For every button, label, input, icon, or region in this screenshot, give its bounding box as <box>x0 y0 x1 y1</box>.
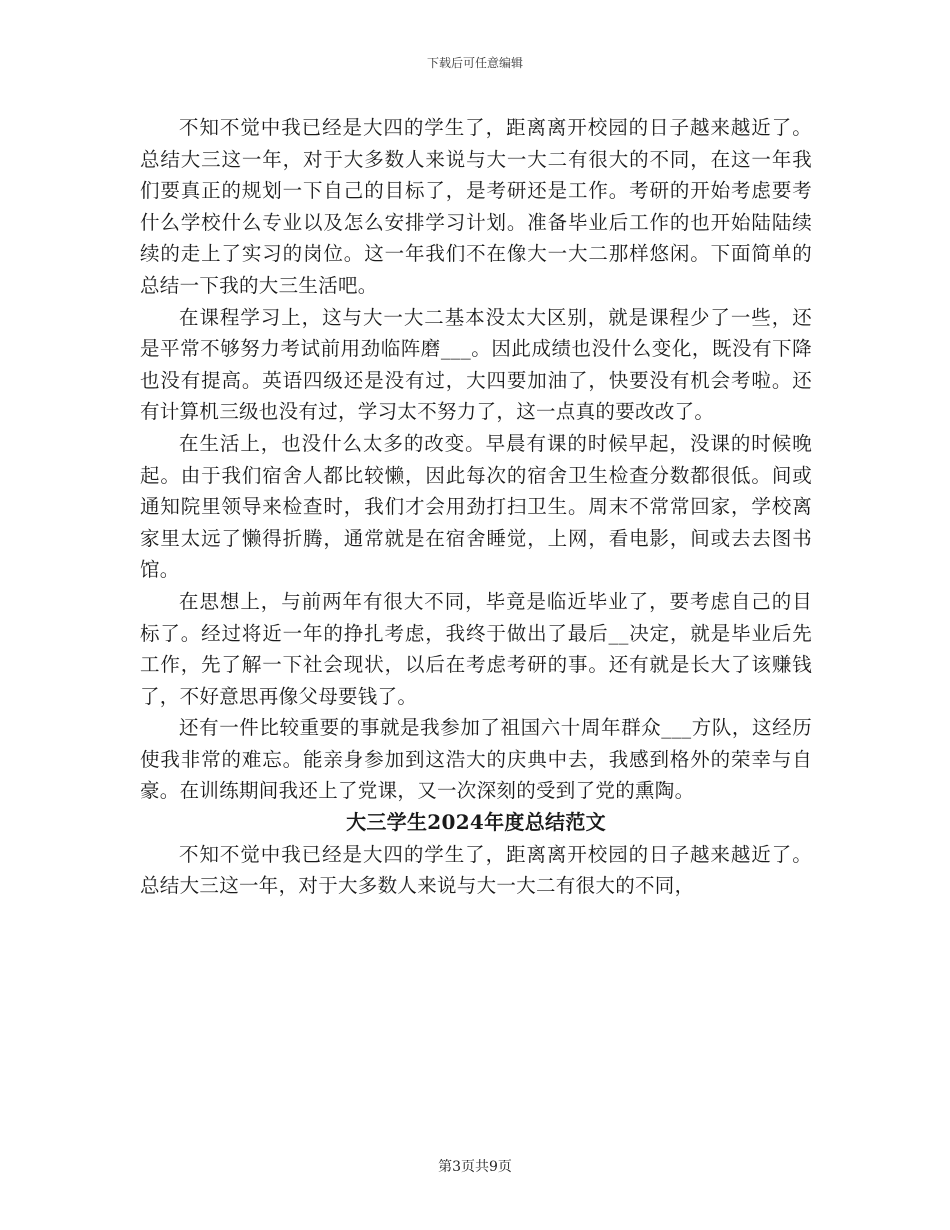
paragraph-thoughts: 在思想上，与前两年有很大不同，毕竟是临近毕业了，要考虑自己的目标了。经过将近一年的挣扎考虑，我终于做出了最后__决定，就是毕业后先工作，先了解一下社会现状，以后在考虑考研的事。还有就是长大了该赚钱了，不好意思再像父母要钱了。 <box>140 589 812 708</box>
paragraph-life: 在生活上，也没什么太多的改变。早晨有课的时候早起，没课的时候晚起。由于我们宿舍人都比较懒，因此每次的宿舍卫生检查分数都很低。间或通知院里领导来检查时，我们才会用劲打扫卫生。周末不常常回家，学校离家里太远了懒得折腾，通常就是在宿舍睡觉，上网，看电影，间或去去图书馆。 <box>140 431 812 582</box>
paragraph-intro: 不知不觉中我已经是大四的学生了，距离离开校园的日子越来越近了。总结大三这一年，对于大多数人来说与大一大二有很大的不同，在这一年我们要真正的规划一下自己的目标了，是考研还是工作。考研的开始考虑要考什么学校什么专业以及怎么安排学习计划。准备毕业后工作的也开始陆陆续续的走上了实习的岗位。这一年我们不在像大一大二那样悠闲。下面简单的总结一下我的大三生活吧。 <box>140 116 812 297</box>
document-body <box>140 112 812 902</box>
paragraph-study: 在课程学习上，这与大一大二基本没太大区别，就是课程少了一些，还是平常不够努力考试前用劲临阵磨___。因此成绩也没什么变化，既没有下降也没有提高。英语四级还是没有过，大四要加油了，快要没有机会考啦。还有计算机三级也没有过，学习太不努力了，这一点真的要改改了。 <box>140 305 812 424</box>
section-title: 大三学生2024年度总结范文 <box>346 810 606 835</box>
paragraph-event: 还有一件比较重要的事就是我参加了祖国六十周年群众___方队，这经历使我非常的难忘。能亲身参加到这浩大的庆典中去，我感到格外的荣幸与自豪。在训练期间我还上了党课，又一次深刻的受到了党的熏陶。 <box>140 716 812 803</box>
paragraph-section-intro: 不知不觉中我已经是大四的学生了，距离离开校园的日子越来越近了。总结大三这一年，对于大多数人来说与大一大二有很大的不同， <box>140 842 812 898</box>
page-number: 第3页共9页 <box>438 1159 512 1175</box>
page-header-note: 下载后可任意编辑 <box>426 56 523 70</box>
